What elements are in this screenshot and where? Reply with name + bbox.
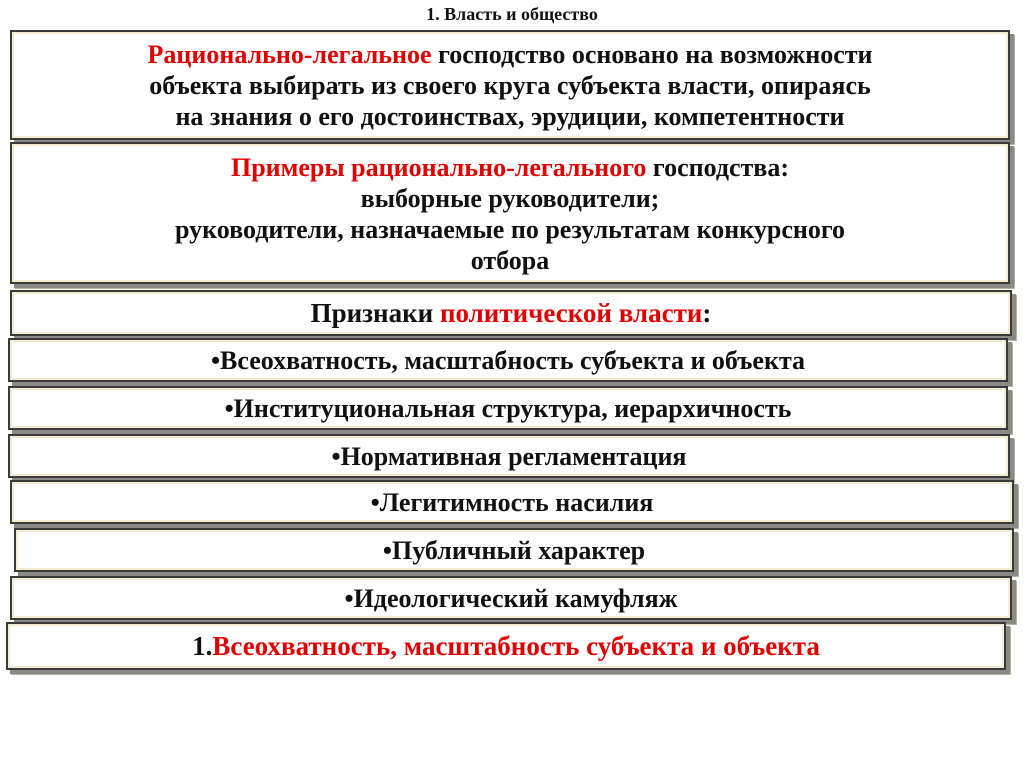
focus-number: 1. [192, 630, 213, 661]
feature-item: •Нормативная регламентация [331, 441, 687, 471]
feature-box-2 [8, 386, 1008, 430]
examples-line-3: руководители, назначаемые по результатам конкурсного [174, 215, 846, 244]
definition-line-2: объекта выбирать из своего круга субъекта власти, опираясь [149, 70, 871, 100]
examples-line-1-rest: господства: [646, 153, 789, 182]
features-heading-suffix: : [702, 297, 712, 328]
feature-item: •Публичный характер [382, 535, 646, 565]
feature-box-6 [10, 576, 1012, 620]
feature-item: •Легитимность насилия [370, 487, 654, 517]
features-heading-highlight: политической власти [439, 297, 703, 328]
examples-box [10, 142, 1010, 284]
examples-line-1 [231, 152, 789, 183]
definition-line-1-rest: господство основано на возможности [431, 39, 873, 69]
focus-text: Всеохватность, масштабность субъекта и объекта [212, 630, 820, 661]
feature-box-4 [10, 480, 1014, 524]
feature-item: •Всеохватность, масштабность субъекта и объекта [210, 345, 806, 375]
feature-box-3 [8, 434, 1010, 478]
examples-line-4: отбора [470, 246, 550, 275]
definition-highlight: Рационально-легальное [147, 39, 432, 69]
feature-box-1 [8, 338, 1008, 382]
examples-highlight: Примеры рационально-легального [230, 153, 647, 182]
definition-box [10, 30, 1010, 140]
features-heading-prefix: Признаки [310, 297, 440, 328]
feature-box-5 [14, 528, 1014, 572]
focus-line [192, 631, 820, 662]
features-heading [311, 298, 712, 329]
definition-line-1 [148, 39, 873, 70]
feature-item: •Институциональная структура, иерархичность [224, 393, 792, 423]
features-heading-box [10, 290, 1012, 336]
feature-item: •Идеологический камуфляж [344, 583, 678, 613]
examples-line-2: выборные руководители; [360, 184, 660, 213]
definition-line-3: на знания о его достоинствах, эрудиции, компетентности [175, 101, 845, 131]
slide-title: 1. Власть и общество [426, 4, 598, 24]
focus-box [6, 622, 1006, 670]
